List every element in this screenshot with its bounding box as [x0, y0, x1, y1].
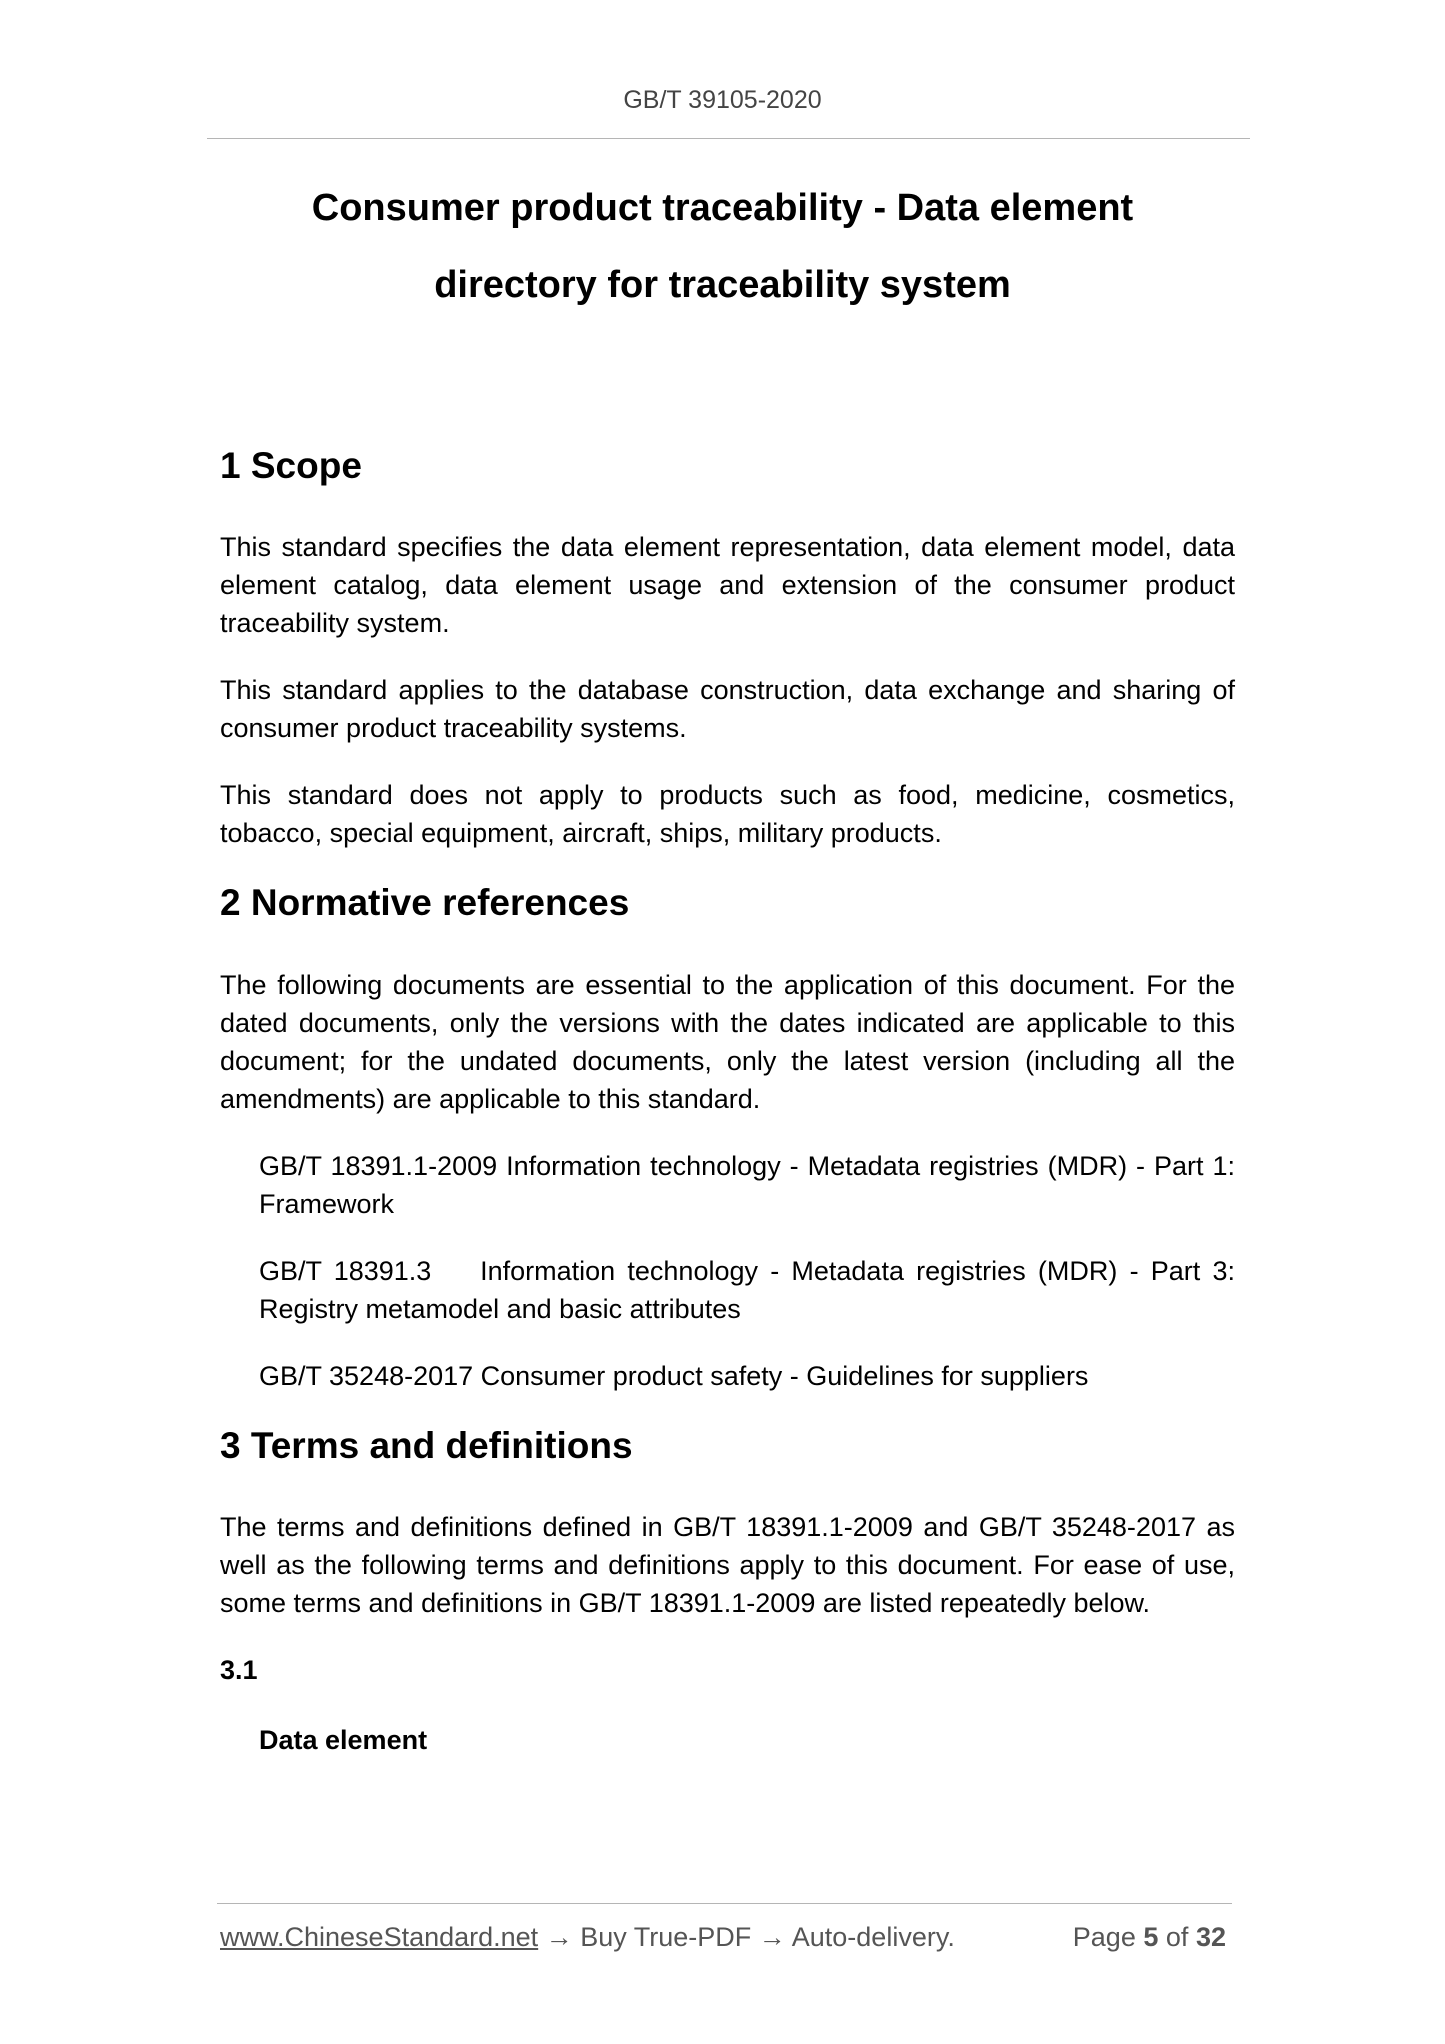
promo-text: → Buy True-PDF → Auto-delivery.	[545, 1922, 955, 1952]
section-heading-normative-references: 2 Normative references	[220, 882, 630, 924]
scope-paragraph: This standard applies to the database construction, data exchange and sharing of consumer product traceability systems.	[220, 675, 1235, 744]
reference-item: GB/T 18391.1-2009 Information technology - Metadata registries (MDR) - Part 1: Framework	[259, 1150, 1235, 1219]
subclause-number: 3.1	[220, 1655, 258, 1686]
reference-item: GB/T 35248-2017 Consumer product safety - Guidelines for suppliers	[259, 1360, 1089, 1391]
section-heading-terms: 3 Terms and definitions	[220, 1424, 633, 1466]
page-content	[220, 420, 1243, 1759]
page-indicator	[1073, 1922, 1226, 1953]
footer-promo	[220, 1922, 955, 1953]
normative-intro: The following documents are essential to the application of this document. For the dated documents, only the versions with the dates indicated are applicable to this document; for the undated documents, only the latest version (including all the amendments) are applicable to this standard.	[220, 969, 1235, 1114]
page-total: 32	[1195, 1922, 1226, 1952]
site-link[interactable]: www.ChineseStandard.net	[220, 1922, 539, 1952]
header-rule	[207, 138, 1250, 139]
page-of: of	[1165, 1922, 1189, 1952]
scope-paragraph: This standard specifies the data element representation, data element model, data element catalog, data element usage and extension of the consumer product traceability system.	[220, 532, 1235, 639]
section-heading-scope: 1 Scope	[220, 445, 362, 486]
reference-item: GB/T 18391.3 Information technology - Metadata registries (MDR) - Part 3: Registry metamodel and basic attributes	[259, 1255, 1243, 1324]
title-line-1: Consumer product traceability - Data element	[311, 187, 1134, 229]
title-line-2: directory for traceability system	[434, 264, 1011, 306]
page-current: 5	[1143, 1922, 1159, 1952]
running-header: GB/T 39105-2020	[623, 86, 822, 114]
footer-rule	[217, 1903, 1232, 1904]
subclause-term: Data element	[259, 1725, 428, 1756]
page-label: Page	[1072, 1922, 1136, 1952]
document-title	[0, 170, 1445, 324]
footer	[220, 1922, 1226, 1953]
terms-intro: The terms and definitions defined in GB/T 18391.1-2009 and GB/T 35248-2017 as well as the following terms and definitions apply to this document. For ease of use, some terms and definitions in GB/T 18391.1-2009 are listed repeatedly below.	[220, 1512, 1235, 1619]
scope-paragraph: This standard does not apply to products such as food, medicine, cosmetics, tobacco, special equipment, aircraft, ships, military products.	[220, 780, 1235, 849]
